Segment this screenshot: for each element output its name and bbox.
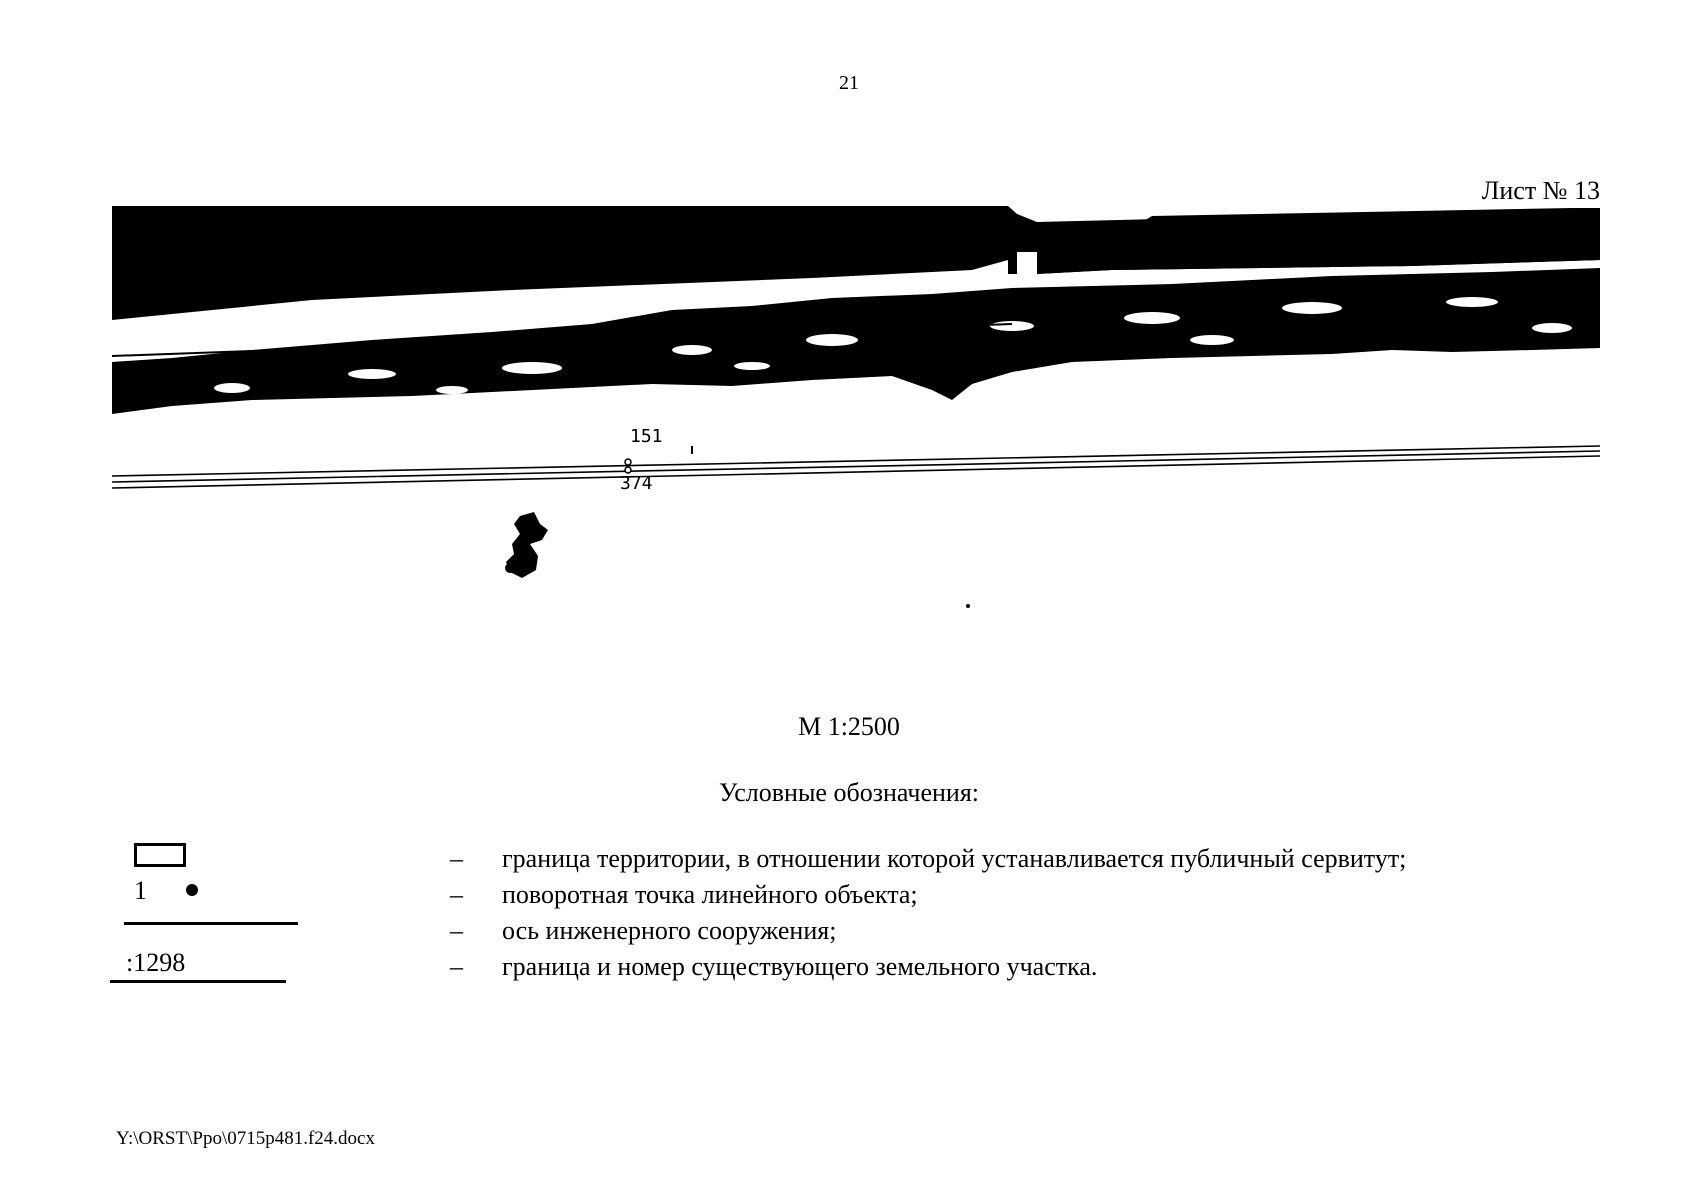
legend-title: Условные обозначения: bbox=[718, 778, 980, 807]
sheet-label: Лист № 13 bbox=[1481, 176, 1600, 205]
turning-point-151 bbox=[625, 459, 631, 465]
servitude-boundary-symbol bbox=[134, 843, 186, 867]
legend-dash: – bbox=[450, 952, 463, 981]
point-label-374: 374 bbox=[620, 473, 653, 494]
turning-point-number: 1 bbox=[134, 876, 147, 905]
turning-point-symbol bbox=[186, 884, 198, 896]
legend-dash: – bbox=[450, 844, 463, 873]
engineering-axis-symbol bbox=[124, 922, 298, 925]
map-scale: М 1:2500 bbox=[798, 712, 900, 741]
engineering-axis bbox=[112, 446, 1600, 488]
map-drawing bbox=[112, 200, 1600, 630]
point-label-151: 151 bbox=[630, 426, 663, 447]
legend-dash: – bbox=[450, 880, 463, 909]
file-path-footer: Y:\ORST\Ppo\0715p481.f24.docx bbox=[116, 1128, 375, 1149]
legend-item-text: граница и номер существующего земельного участка. bbox=[502, 952, 1098, 981]
parcel-number-symbol: :1298 bbox=[126, 948, 186, 977]
parcel-boundary-symbol bbox=[110, 980, 286, 983]
legend-item-text: граница территории, в отношении которой устанавливается публичный сервитут; bbox=[502, 844, 1407, 873]
page-number: 21 bbox=[839, 72, 859, 94]
legend-item bbox=[450, 916, 836, 950]
legend-item bbox=[450, 844, 1406, 878]
legend-item-text: ось инженерного сооружения; bbox=[502, 916, 837, 945]
legend-item bbox=[450, 880, 918, 914]
legend-item-text: поворотная точка линейного объекта; bbox=[502, 880, 918, 909]
legend-dash: – bbox=[450, 916, 463, 945]
legend-item bbox=[450, 952, 1097, 986]
map bbox=[112, 200, 1600, 630]
